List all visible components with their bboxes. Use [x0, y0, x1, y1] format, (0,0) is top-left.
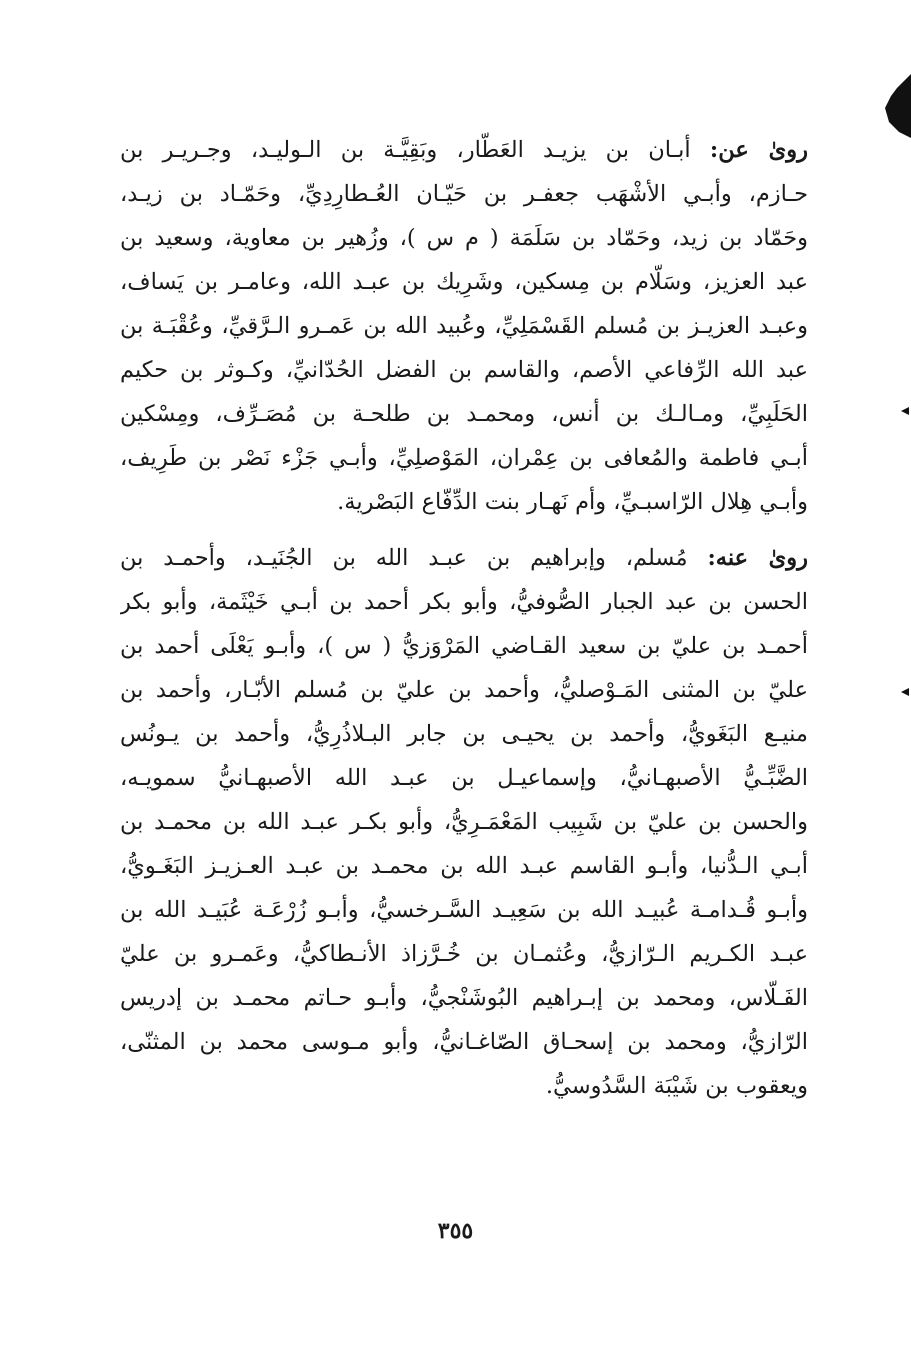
text-line: حـازم، وأبـي الأشْهَب جعفـر بن حَيّـان العُـطارِدِيِّ، وحَمّـاد بن زيـد،	[120, 181, 808, 207]
scan-edge-dot	[901, 407, 909, 415]
text-line: وأبـو قُـدامـة عُبيـد الله بن سَعِيـد السَّـرخسيُّ، وأبـو زُرْعَـة عُبَيـد الله بن	[120, 897, 808, 923]
text-line: الضَّبِّـيُّ الأصبهـانيُّ، وإسماعيـل بن عبـد الله الأصبهـانيُّ سمويـه،	[120, 765, 808, 791]
text-line: منيـع البَغَويُّ، وأحمد بن يحيـى بن جابر البـلاذُرِيُّ، وأحمد بن يـونُس	[120, 721, 808, 747]
section-gap	[120, 524, 808, 536]
section-label: روىٰ عنه:	[707, 545, 808, 571]
line-text: مُسلم، وإبراهيم بن عبـد الله بن الجُنَيـد، وأحمـد بن	[120, 545, 688, 571]
text-line: الفَـلّاس، ومحمد بن إبـراهيم البُوشَنْجيُّ، وأبـو حـاتم محمـد بن إدريس	[120, 985, 808, 1011]
scan-edge-dot	[901, 688, 909, 696]
text-line: عبد العزيز، وسَلّام بن مِسكين، وشَرِيك بن عبـد الله، وعامـر بن يَساف،	[120, 269, 808, 295]
text-line: الحَلَبِيِّ، ومـالـك بن أنس، ومحمـد بن طلحـة بن مُصَـرِّف، ومِسْكين	[120, 401, 808, 427]
text-line: أحمـد بن عليّ بن سعيد القـاضي المَرْوَزيُّ ( س )، وأبـو يَعْلَى أحمد بن	[120, 633, 808, 659]
narrated-from-section	[120, 128, 808, 524]
text-line	[120, 536, 808, 580]
text-line: عليّ بن المثنى المَـوْصليُّ، وأحمد بن عليّ بن مُسلم الأبّـار، وأحمد بن	[120, 677, 808, 703]
main-text	[120, 128, 808, 1108]
text-line: وعبـد العزيـز بن مُسلم القَسْمَلِيِّ، وعُبيد الله بن عَمـرو الـرَّقيِّ، وعُقْبَـة بن	[120, 313, 808, 339]
text-line	[120, 128, 808, 172]
text-line: وأبـي هِلال الرّاسبـيِّ، وأم نَهـار بنت الدِّفّاع البَصْرية.	[337, 489, 808, 515]
text-line: والحسن بن عليّ بن شَبِيب المَعْمَـرِيُّ، وأبو بكـر عبـد الله بن محمـد بن	[120, 809, 808, 835]
text-line: الحسن بن عبد الجبار الصُّوفيُّ، وأبو بكر أحمد بن أبـي خَيْثَمة، وأبو بكر	[120, 589, 808, 615]
text-line: الرّازيُّ، ومحمد بن إسحـاق الصّاغـانيُّ، وأبو مـوسى محمد بن المثنّى،	[120, 1029, 808, 1055]
scan-edge-mark	[885, 74, 911, 138]
section-label: روىٰ عن:	[709, 137, 808, 163]
text-line: أبـي فاطمة والمُعافى بن عِمْران، المَوْصلِيِّ، وأبـي جَزْء نَصْر بن طَرِيف،	[120, 445, 808, 471]
line-text: أبـان بن يزيـد العَطّار، وبَقِيَّـة بن الـوليـد، وجـريـر بن	[120, 137, 691, 163]
page-number: ٣٥٥	[437, 1218, 474, 1244]
text-line: ويعقوب بن شَيْبَة السَّدُوسيُّ.	[545, 1073, 808, 1099]
narrated-by-section	[120, 536, 808, 1108]
text-line: أبـي الـدُّنيا، وأبـو القاسم عبـد الله بن محمـد بن عبـد العـزيـز البَغَـويُّ،	[120, 853, 808, 879]
text-line: عبد الله الرِّفاعي الأصم، والقاسم بن الفضل الحُدّانيِّ، وكـوثر بن حكيم	[120, 357, 808, 383]
text-line: وحَمّاد بن زيد، وحَمّاد بن سَلَمَة ( م س )، وزُهير بن معاوية، وسعيد بن	[120, 225, 808, 251]
text-line: عبـد الكـريم الـرّازيُّ، وعُثمـان بن خُـرَّزاذ الأنـطاكيُّ، وعَمـرو بن عليّ	[120, 941, 808, 967]
